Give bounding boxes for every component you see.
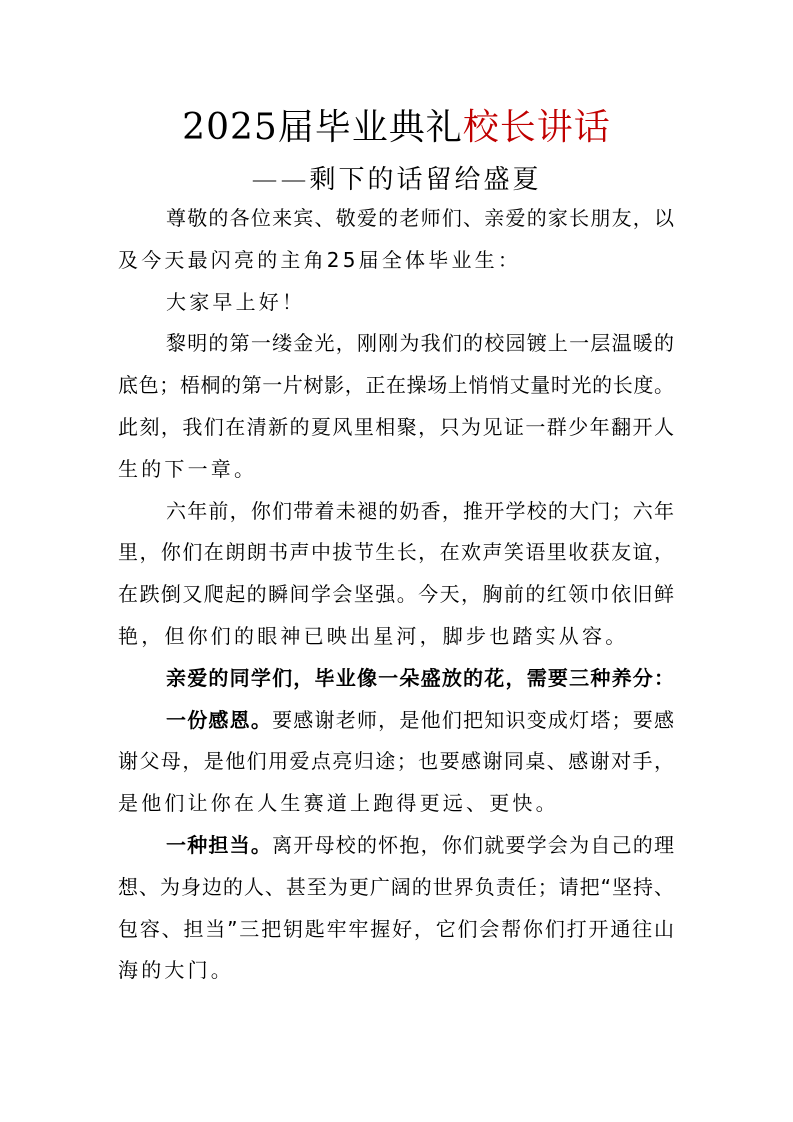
text-line: 生的下一章。 (118, 456, 258, 481)
paragraph-greeting-audience (118, 198, 674, 282)
text-line: 亲爱的同学们，毕业像一朵盛放的花，需要三种养分： (166, 665, 674, 690)
text-line: 在跌倒又爬起的瞬间学会坚强。今天，胸前的红领巾依旧鲜 (118, 582, 674, 607)
paragraph-dawn (118, 323, 674, 490)
title-accent: 校长讲话 (462, 107, 611, 148)
text-fragment: 离开母校的怀抱，你们就要学会为自己的理 (272, 832, 674, 857)
text-line: 大家早上好！ (166, 289, 306, 314)
paragraph-six-years (118, 491, 674, 658)
page-subtitle: ——剩下的话留给盛夏 (251, 165, 542, 195)
text-line: 海的大门。 (118, 958, 234, 983)
speech-body (118, 198, 674, 992)
paragraph-responsibility (118, 825, 674, 992)
text-line: 想、为身边的人、甚至为更广阔的世界负责任；请把“坚持、 (118, 874, 674, 899)
text-line: 里，你们在朗朗书声中拔节生长，在欢声笑语里收获友谊， (118, 540, 674, 565)
lead-heading: 一种担当。 (166, 832, 273, 857)
lead-heading: 一份感恩。 (166, 707, 273, 732)
text-line: 六年前，你们带着未褪的奶香，推开学校的大门；六年 (166, 498, 674, 523)
text-fragment: 要感谢老师，是他们把知识变成灯塔；要感 (272, 707, 674, 732)
text-line (118, 700, 674, 742)
title-main: 2025届毕业典礼 (182, 107, 463, 148)
page-title (0, 104, 793, 152)
text-line: 艳，但你们的眼神已映出星河，脚步也踏实从容。 (118, 623, 629, 648)
paragraph-gratitude (118, 700, 674, 825)
text-line (118, 825, 674, 867)
text-line: 是他们让你在人生赛道上跑得更远、更快。 (118, 791, 559, 816)
paragraph-good-morning (118, 282, 674, 324)
text-line: 黎明的第一缕金光，刚刚为我们的校园镀上一层温暖的 (166, 331, 674, 356)
text-line: 及今天最闪亮的主角25届全体毕业生： (118, 247, 522, 272)
text-line: 此刻，我们在清新的夏风里相聚，只为见证一群少年翻开人 (118, 414, 674, 439)
paragraph-three-nutrients (118, 658, 674, 700)
text-line: 尊敬的各位来宾、敬爱的老师们、亲爱的家长朋友，以 (166, 206, 674, 230)
text-line: 包容、担当”三把钥匙牢牢握好，它们会帮你们打开通往山 (118, 916, 674, 941)
text-line: 谢父母，是他们用爱点亮归途；也要感谢同桌、感谢对手， (118, 749, 674, 774)
text-line: 底色；梧桐的第一片树影，正在操场上悄悄丈量时光的长度。 (118, 373, 674, 398)
